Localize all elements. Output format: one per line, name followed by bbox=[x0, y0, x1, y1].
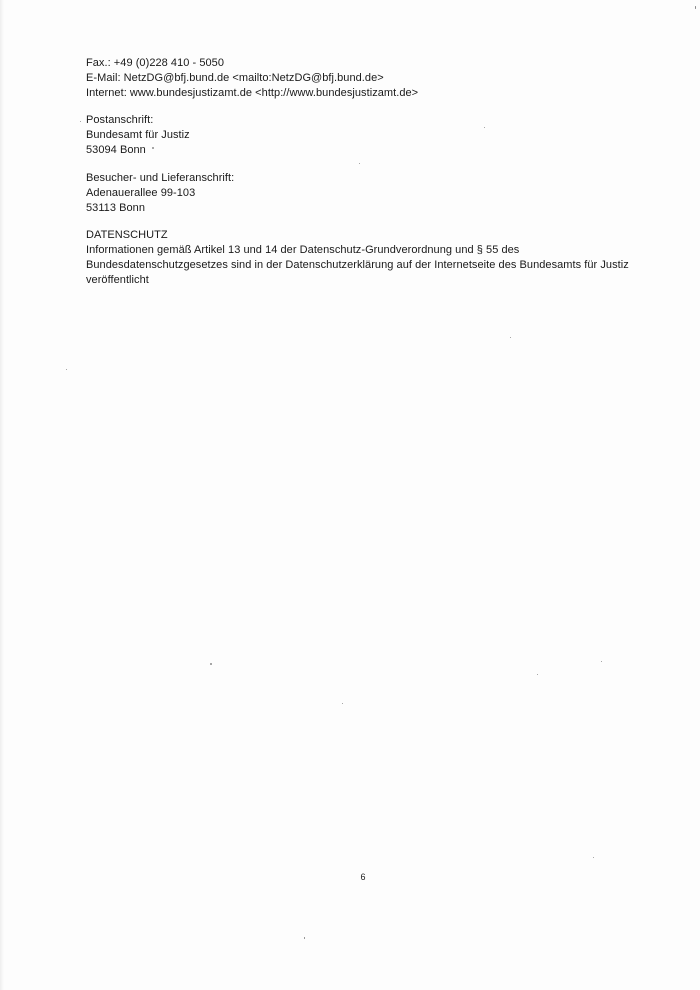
page-number: 6 bbox=[360, 872, 366, 882]
scan-speck bbox=[601, 661, 602, 662]
scan-speck bbox=[695, 6, 696, 9]
scan-speck bbox=[484, 127, 485, 128]
postal-address-organisation: Bundesamt für Justiz bbox=[86, 129, 190, 141]
privacy-heading: DATENSCHUTZ bbox=[86, 229, 168, 241]
privacy-text-line-1: Informationen gemäß Artikel 13 und 14 der Datenschutz-Grundverordnung und § 55 des bbox=[86, 244, 520, 256]
scan-speck bbox=[342, 703, 343, 704]
postal-address-block bbox=[86, 113, 190, 158]
scan-speck bbox=[66, 369, 67, 370]
visitor-address-heading: Besucher- und Lieferanschrift: bbox=[86, 172, 235, 184]
scan-speck bbox=[537, 674, 538, 675]
scan-speck bbox=[359, 163, 360, 164]
fax-line: Fax.: +49 (0)228 410 - 5050 bbox=[86, 57, 225, 69]
postal-address-heading: Postanschrift: bbox=[86, 114, 154, 126]
email-line: E-Mail: NetzDG@bfj.bund.de <mailto:NetzDG@bfj.bund.de> bbox=[86, 72, 384, 84]
scan-speck bbox=[152, 147, 154, 149]
visitor-address-street: Adenauerallee 99-103 bbox=[86, 187, 196, 199]
visitor-address-block bbox=[86, 171, 234, 216]
scan-speck bbox=[510, 337, 511, 338]
scan-edge-shadow bbox=[0, 0, 4, 990]
scan-speck bbox=[593, 857, 594, 858]
scan-speck bbox=[304, 937, 305, 939]
contact-block bbox=[86, 56, 418, 101]
privacy-block bbox=[86, 228, 629, 288]
privacy-text-line-2: Bundesdatenschutzgesetzes sind in der Datenschutzerklärung auf der Internetseite des Bundesamts für Justiz bbox=[86, 259, 629, 271]
internet-line: Internet: www.bundesjustizamt.de <http://www.bundesjustizamt.de> bbox=[86, 87, 419, 99]
scan-speck bbox=[210, 663, 212, 665]
scan-speck bbox=[80, 121, 81, 122]
privacy-text-line-3: veröffentlicht bbox=[86, 274, 149, 286]
postal-address-city: 53094 Bonn bbox=[86, 144, 146, 156]
visitor-address-city: 53113 Bonn bbox=[86, 202, 146, 214]
